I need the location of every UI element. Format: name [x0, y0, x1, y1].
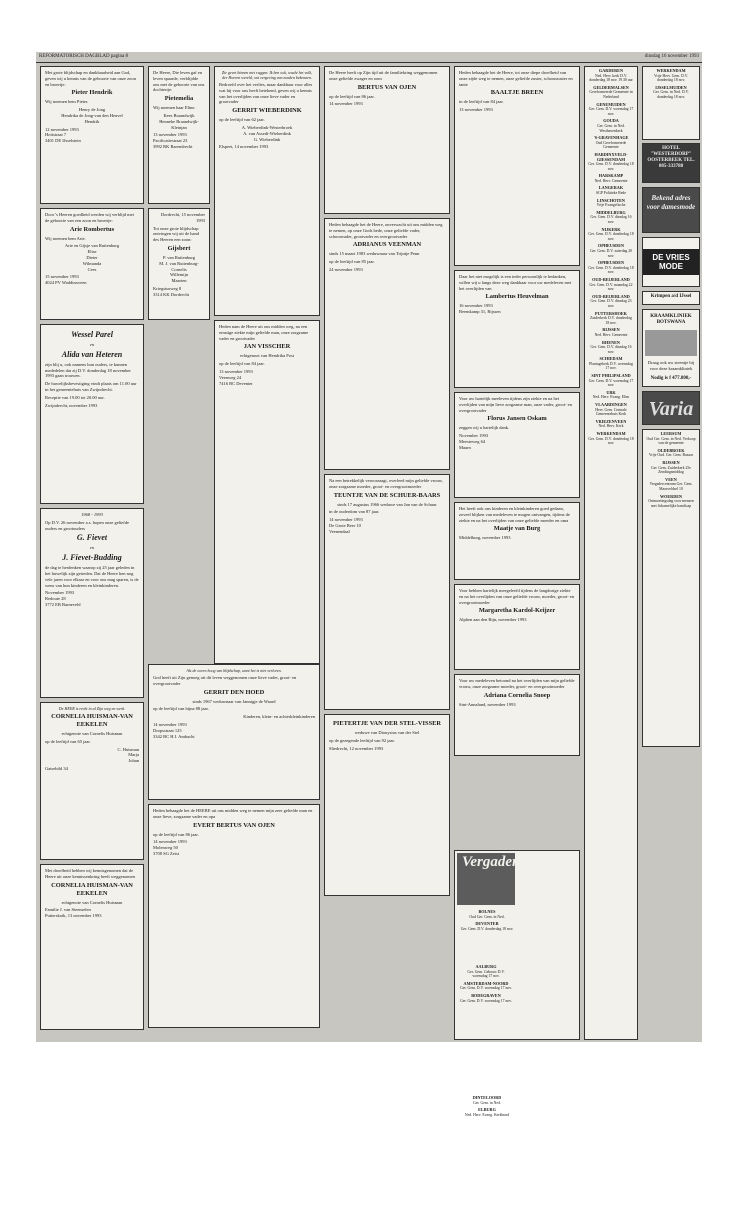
directory-entry-place: WOERDEN — [659, 493, 683, 499]
obituary-names: A. Wieberdink-Westerbroek A. van Assedt-Wieberdink G. Wieberdink — [241, 124, 293, 142]
directory-entry-place: PUTTERSHOEK — [595, 310, 627, 316]
directory-entry-place: LEERSUM — [660, 431, 682, 436]
agenda-column — [457, 963, 515, 1091]
obituary-name: TEUNTJE VAN DE SCHUER-BAARS — [333, 491, 441, 499]
column-2 — [148, 66, 210, 324]
obituary-text: Heden nam de Heere uit ons midden weg, na een ernstige ziekte mijn geliefde man, onze zorgzame vader en grootvader — [219, 324, 309, 341]
obituary-footer: 13 november 1993 — [459, 107, 493, 113]
directory-entry-place: WERKENDAM — [596, 431, 626, 436]
obituary-name: BAALTJE BREEN — [490, 89, 544, 97]
directory-entry-text: Ger. Gem. D.V. woensdag 17 nov. — [588, 107, 634, 116]
notice-text: Het heeft ook ons kinderen en kleinkinderen goed gedaan, zoveel blijken van medeleven te mogen ontvangen, tijdens de ziekte en na het overlijden van onze geliefde moeder en oma — [459, 506, 570, 523]
obituary-name: GERRIT WIEBERDINK — [232, 107, 302, 115]
directory-entry — [646, 449, 696, 458]
de-vries-mode-ad — [642, 237, 700, 287]
directory-entry-place: RIJSSEN — [602, 327, 620, 333]
obituary-text: Met droefheid hebben wij kennisgenomen dat de Heere uit onze kennissenkring heeft weggenomen — [45, 868, 135, 879]
directory-entry-text: Ger. Gem. in Ned. D.V. donderdag 18 nov. — [653, 90, 689, 99]
obituary-spouse: weduwe van Dionysius van der Stel — [354, 730, 420, 735]
directory-entry-text: Ger. Gem. D.V. donderdag 18 nov. — [588, 265, 634, 275]
directory-entry-text: Ned. Herv. Evang. Elim — [592, 395, 630, 400]
directory-entry — [588, 432, 634, 446]
thank-you-notice — [454, 674, 580, 756]
obituary — [214, 66, 320, 316]
obituary — [324, 66, 450, 214]
announcement-text: De Heere, Die leven gaf en leven spaarde, verblijdde ons met de geboorte van ons dochtertje: — [153, 70, 205, 93]
thank-you-notice — [454, 502, 580, 580]
botswana-ad-photo — [645, 330, 697, 356]
obituary-names: C. Huisman Marja Johan — [117, 746, 139, 764]
obituary-spouse: echtgenoot van Hendrika Post — [239, 353, 295, 359]
botswana-ad-text: Draag ook uw steentje bij voor deze kraamkliniek — [647, 360, 695, 371]
directory-entry — [646, 86, 696, 100]
directory-entry — [588, 211, 634, 225]
location-text: Krimpen a/d IJssel — [650, 294, 692, 299]
agenda-entry-text: Ned. Herv. Evang. Kerkbond — [464, 1112, 510, 1117]
directory-entry-place: VRIEZENVEEN — [595, 418, 627, 424]
announcement-text: Wij noemen hem Arie. — [45, 235, 86, 241]
announcement-text: Op D.V. 26 november a.s. hopen onze geliefde ouders en grootouders — [45, 519, 130, 531]
announcement-footer: 13 november 1993 Pacificatiestraat 23 3992 RK Barendrecht — [153, 132, 193, 149]
notice-name: Margaretha Kardol-Keijzer — [478, 607, 556, 615]
hotel-ad-text: HOTEL "WESTERDORP" OOSTERBEEK TEL. 085-333788 — [647, 146, 695, 169]
agenda-entry-text: Ger. Gem. in Ned. — [473, 1100, 501, 1105]
obituary-footer: Gatsebild 34 — [45, 765, 68, 771]
directory-entry-text: Vrije Evangelische — [596, 203, 626, 208]
column-4 — [324, 66, 450, 900]
obituary-text: op de leeftijd van 62 jaar. — [219, 117, 265, 123]
directory-entry-place: IJSSELMUIDEN — [655, 84, 687, 90]
announcement-parents: Arie en Gijsje van Ruitenburg Elise Dieter Wilmanda Cees — [64, 243, 120, 272]
obituary-text: Heden behaagde het de Heere, tot onze diepe droefheid van onze zijde weg te nemen, onze geliefde zuster, schoonzuster en tante — [459, 70, 573, 87]
announcement-footer: Zwijndrecht, november 1993 — [45, 402, 98, 408]
directory-entry — [588, 295, 634, 309]
birth-announcement — [40, 208, 144, 320]
obituary — [324, 474, 450, 710]
obituary-text: op de leeftijd van 86 jaar. — [153, 831, 199, 837]
obituary-footer: 24 november 1993 — [329, 266, 363, 272]
directory-entry-place: GELDERMALSEN — [593, 84, 629, 90]
directory-entry-text: Ger. Gem. D.V. maandag 22 nov. — [589, 282, 633, 292]
notice-footer: 16 november 1993 Beemkamp 31, Rijssen — [459, 303, 501, 315]
obituary — [40, 702, 144, 860]
directory-entry-text: Ger. Gem. D.V. dinsdag 16 nov. — [590, 345, 632, 354]
obituary-footer: 14 november 1993 — [329, 101, 363, 107]
directory-entry-place: OUD-BEIJERLAND — [592, 276, 630, 282]
directory-entry-place: OLDEBROEK — [657, 447, 685, 453]
announcement-name: J. Fievet-Budding — [62, 553, 122, 563]
directory-entry — [588, 312, 634, 326]
announcement-text: Door 's Heeren goedheid werden wij verblijd met de geboorte van een zoon en broertje: — [45, 212, 134, 223]
newspaper-page — [36, 52, 702, 1117]
directory-entry-place: OPHEUSDEN — [597, 260, 625, 266]
directory-entry-place: LINSCHOTEN — [597, 197, 625, 203]
announcement-footer: 15 november 1993 4024 PV Waddinxveen — [45, 274, 87, 286]
directory-entry-place: 'S-GRAVENHAGE — [593, 135, 629, 141]
obituary-text: De Heere heeft op Zijn tijd uit de familiekring weggenomen onze geliefde zwager en oom — [329, 70, 438, 81]
obituary — [324, 714, 450, 896]
obituary-name: ADRIANUS VEENMAN — [352, 241, 422, 249]
directory-entry-place: VEEN — [665, 476, 677, 482]
directory-entry-text: Ger. Gem. in Ned. Westhavenkerk — [597, 123, 625, 133]
anniversary-announcement — [40, 508, 144, 698]
column-2-3-lower — [148, 664, 320, 1032]
obituary — [454, 66, 580, 266]
agenda-entry-name: DEVENTER — [475, 921, 499, 927]
directory-entry — [588, 119, 634, 133]
announcement-years: 1968 - 1993 — [81, 512, 103, 517]
announcement-parents: Henry de Jong Hendrika de Jong-van den Heuvel Hendrik — [61, 107, 123, 124]
announcement-name: Gijsbert — [167, 244, 191, 252]
announcement-text: Tot onze grote blijdschap ontvingen wij uit de hand des Heeren een zoon: — [153, 225, 199, 243]
directory-entry — [588, 261, 634, 275]
obituary-verse: De HEER is recht in al Zijn weg en werk. — [58, 706, 126, 711]
notice-text: Voor uw medeleven betoond na het overlijden van mijn geliefde vrouw, onze zorgzame moeder, groot- en overgrootmoeder — [459, 678, 575, 689]
obituary-footer: Sliedrecht, 12 november 1993 — [329, 745, 384, 751]
agenda-entry-text: Ger. Gem. Gebouw D.V. woensdag 17 nov. — [467, 969, 505, 979]
varia-heading: Varia — [642, 391, 700, 425]
directory-entry — [588, 328, 634, 337]
notice-footer: November 1993 Meesteweg 64 Maarn — [459, 433, 489, 450]
directory-entry — [588, 174, 634, 183]
agenda-entry-text: Ger. Gem. D.V. woensdag 17 nov. — [460, 998, 512, 1003]
obituary-text: Na een betrekkelijk veroorzaagt, overleed mijn geliefde vrouw, onze zorgzame moeder, groot- en overgrootmoeder — [329, 478, 443, 489]
de-vries-mode-logo: DE VRIES MODE — [643, 249, 699, 275]
directory-entry-place: URK — [606, 389, 616, 395]
botswana-ad-title: KRAAMKLINIEK BOTSWANA — [650, 314, 692, 325]
directory-entry-text: Vrije Oud. Ger. Gem. Bazaar — [648, 453, 694, 458]
announcement-text: zijn blij u, ook namens hun ouders, te kunnen mededelen dat zij D.V. donderdag 18 november 1993 gaan trouwen. — [45, 361, 131, 379]
directory-entry — [588, 403, 634, 417]
notice-footer: Middelburg, november 1993 — [459, 535, 511, 541]
notice-text: zeggen wij u hartelijk dank. — [459, 425, 510, 431]
agenda-entry-text: Ger. Gem. D.V. woensdag 17 nov. — [460, 986, 512, 991]
directory-entry-text: Ned. Herv. kerk D.V. donderdag 18 nov. 19.30 uur — [589, 73, 633, 83]
wedding-announcement — [40, 324, 144, 504]
agenda-entry-name: AMSTERDAM-NOORD — [463, 980, 509, 986]
obituary-name: CORNELIA HUISMAN-VAN EEKELEN — [51, 713, 133, 728]
directory-entry-text: Plantagekerk D.V. woensdag 17 nov. — [589, 361, 633, 371]
announcement-prefix: en — [89, 342, 95, 347]
announcement-footer: Kriegsiusweg 8 3314 KK Dordrecht — [153, 285, 189, 297]
obituary-text: op de leeftijd van 84 jaar. — [219, 361, 265, 367]
directory-entry — [588, 86, 634, 100]
directory-entry — [588, 186, 634, 195]
obituary-text: in de ouderdom van 87 jaar. — [329, 509, 380, 515]
directory-entry-text: Vergadercentrum Ger. Gem. Maasveldsel 10 — [649, 482, 693, 491]
agenda-entry-text: Oud Ger. Gem. in Ned. — [469, 914, 505, 919]
obituary-name: GERRIT DEN HOED — [203, 688, 265, 696]
thank-you-notice — [454, 392, 580, 498]
directory-entry-place: OUD-BEIJERLAND — [592, 293, 630, 299]
directory-entry-text: Ger. Gem. D.V. donderdag 18 nov. — [588, 232, 634, 241]
obituary-sign: Kinderen, klein- en achterkleinkinderen — [243, 714, 315, 720]
announcement-text: de dag te herdenken waarop zij 25 jaar geleden in het huwelijk zijn getreden. Dat de Heere hen nog vele jaren voor elkaar en voor ons mag sparen, is de wens van hun kinderen en kleinkinderen. — [45, 565, 139, 588]
obituary-text: God heeft uit Zijn genoeg uit dit leven weggenomen onze lieve vader, groot- en overgrootvader — [153, 675, 297, 686]
announcement-text: Wij noemen hem Pieter. — [45, 99, 89, 105]
obituary-text: op de gezegende leeftijd van 92 jaar. — [329, 737, 395, 743]
directory-entry-place: WERKENDAM — [656, 68, 686, 73]
agenda-entry-text: Ger. Gem. D.V. donderdag 18 nov. — [460, 926, 514, 931]
directory-entry-place: LANGERAK — [598, 185, 624, 191]
directory-entry-text: Zuiderkerk D.V. donderdag 18 nov. — [590, 316, 632, 325]
obituary-text: sinds 1967 weduwnaar van Jannigje de Waard — [192, 698, 276, 704]
directory-entry — [588, 69, 634, 83]
church-directory-1 — [584, 66, 638, 1040]
thank-you-notice — [454, 584, 580, 670]
directory-entry-text: Oud Gereformeerde Gemeente — [595, 140, 627, 150]
obituary — [324, 218, 450, 470]
birth-announcement — [148, 66, 210, 204]
announcement-text: Met grote blijdschap en dankbaarheid aan God, geven wij u kennis van de geboorte van onze zoon en broertje: — [45, 70, 136, 87]
notice-name: Adriana Cornelia Snoep — [483, 691, 551, 699]
announcement-prefix: en — [89, 545, 95, 551]
directory-entry — [646, 69, 696, 83]
notice-text: Voor hebben hartelijk meegeleefd tijdens de langdurige ziekte en na het overlijden van onze geliefde vrouw, moeder, groot- en overgrootmoeder — [459, 588, 574, 605]
obituary-text: op de leeftijd van bijna 88 jaar. — [153, 706, 209, 712]
directory-entry-place: GOUDA — [603, 118, 619, 124]
announcement-text: Receptie van 19.00 tot 20.00 uur. — [45, 394, 105, 400]
obituary-text: sinds 15 maart 1983 weduwnaar van Trijntje Penn — [329, 251, 420, 257]
obituary — [214, 320, 320, 664]
de-vries-mode-location — [642, 291, 700, 305]
church-directory-2 — [642, 66, 700, 140]
botswana-ad-amount: Nodig is f 477.800,- — [650, 376, 692, 381]
obituary-footer: 14 november 1993 Molenweg 50 3708 SG Zeist — [153, 839, 187, 856]
varia-listing — [642, 429, 700, 747]
directory-entry-text: Oud Ger. Gem. in Ned. Verkoop van de gemeente — [646, 436, 696, 446]
obituary-text: sinds 17 augustus 1966 weduwe van Jan van de Schuur — [337, 501, 437, 507]
obituary-text: op de leeftijd van 86 jaar. — [329, 93, 375, 99]
notice-footer: Alphen aan den Rijn, november 1993 — [459, 617, 527, 623]
obituary-text: Bedroefd over het verlies, maar dankbaar voor alles wat hij voor ons heeft betekend, geven wij u kennis van het overlijden van onze lieve vader en grootvader — [219, 82, 313, 105]
fashion-ad-slogan: Bekend adres voor damesmode — [642, 187, 700, 233]
directory-entry-text: Ger. Gem. D.V. dinsdag 16 nov. — [590, 215, 632, 225]
obituary-footer: 14 november 1993 Dorpsstraat 125 3342 BC H.I. Ambacht — [153, 721, 195, 739]
announcement-name: Pietemelia — [164, 95, 194, 103]
directory-entry-text: Ned. Herv. Kerk — [598, 424, 624, 429]
announcement-parents: P. van Ruitenburg M. J. van Ruitenburg-Cornelis Willemijn Maarten — [159, 254, 199, 284]
obituary-name: JAN VISSCHER — [243, 343, 291, 351]
directory-entry-place: SINT PHILIPSLAND — [591, 373, 631, 379]
directory-entry-text: Ger. Gem. Zuiderkerk 25e Zendingsmiddag — [651, 465, 691, 475]
obituary-name: PIETERTJE VAN DER STEL-VISSER — [332, 720, 442, 727]
header-right: dinsdag 16 november 1993 — [644, 54, 699, 59]
announcement-footer: 12 november 1993 Hoitstraat 7 3401 DE IJsselstein — [45, 126, 81, 144]
directory-entry-text: Ger. Gem. D.V. zaterdag 20 nov. — [589, 249, 633, 258]
obituary-text: Heden behaagde het de Heere, onverwacht uit ons midden weg te nemen, op onze Gods bede, onze geliefde vader, schoonvader, grootvader en overgrootvader — [329, 222, 443, 239]
obituary-verse: Als de ooren hoog van blijdschap, want het is niet verloren. — [186, 668, 282, 673]
birth-announcement — [40, 66, 144, 204]
obituary-text: Heden behaagde het de HEERE uit ons midden weg te nemen mijn zeer geliefde man en onze lieve, zorgzame vader en opa — [153, 808, 313, 819]
directory-entry — [588, 341, 634, 355]
directory-entry — [646, 478, 696, 492]
directory-entry — [588, 244, 634, 258]
directory-entry-text: Ger. Gem. D.V. dinsdag 23 nov. — [590, 299, 632, 308]
obituary-name: BERTUS VAN OJEN — [357, 83, 417, 91]
obituary — [148, 804, 320, 1028]
header-rule — [36, 62, 702, 63]
notice-footer: Sint-Annaland, november 1993 — [459, 701, 516, 707]
announcement-name: G. Fievet — [76, 533, 108, 543]
thank-you-notice — [454, 270, 580, 388]
obituary-footer: Familie J. van Steenselen Putterskotk, 13 november 1993 — [45, 907, 102, 919]
directory-entry — [588, 420, 634, 429]
directory-entry — [588, 374, 634, 388]
directory-entry — [588, 153, 634, 171]
directory-entry-text: Ger. Gem. D.V. donderdag 18 nov. — [588, 436, 634, 446]
obituary-footer: 13 november 1993 Veenweg 24 7416 BC Deventer — [219, 368, 253, 386]
directory-entry-text: SGP Politieke Rede — [595, 191, 627, 196]
directory-entry-place: GARDEREN — [599, 68, 623, 73]
directory-entry — [588, 357, 634, 371]
column-3 — [214, 66, 320, 668]
agenda-entry-name: AALBURG — [475, 964, 497, 969]
announcement-text: De huwelijksbevestiging vindt plaats om 11.00 uur in het gemeentehuis van Zwijndrecht. — [45, 381, 137, 392]
obituary-text: in de leeftijd van 84 jaar. — [459, 99, 504, 105]
directory-entry-place: HARDINXVELD-GIESSENDAM — [594, 151, 628, 162]
notice-name: Maatje van Burg — [493, 525, 541, 533]
notice-text: Daar het niet mogelijk is een ieder persoonlijk te bedanken, willen wij u langs deze weg dankbaar voor uw medeleven met het overlijden van — [459, 274, 572, 291]
directory-entry — [588, 278, 634, 292]
agenda-column — [457, 1094, 517, 1222]
directory-entry-place: HARSKAMP — [598, 173, 624, 179]
announcement-parents: Kees Braandwijk Henneke Braandwijk-Kleinjan — [159, 112, 199, 130]
announcement-date: Dordrecht, 15 november 1993 — [160, 212, 205, 223]
announcement-name: Pieter Hendrik — [71, 89, 113, 97]
directory-entry-text: Ger. Gem. D.V. donderdag 18 nov. — [588, 162, 634, 171]
obituary-name: CORNELIA HUISMAN-VAN EEKELEN — [51, 881, 133, 897]
directory-entry-place: MIDDELBURG — [596, 209, 626, 215]
directory-entry-text: Ned. Herv. Gemeente — [594, 332, 628, 337]
birth-announcement — [148, 208, 210, 320]
directory-entry-place: RIJSSEN — [662, 459, 680, 465]
announcement-text: Wij noemen haar Eline. — [153, 105, 196, 111]
directory-entry — [588, 136, 634, 150]
directory-entry-place: VLAARDINGEN — [595, 402, 627, 408]
agenda-entry-name: ELBURG — [478, 1107, 496, 1113]
obituary-footer: 14 november 1993 De Grote Beer 10 Veenendaal — [329, 517, 363, 534]
directory-entry — [646, 461, 696, 475]
agenda-entry-name: BODEGRAVEN — [471, 992, 501, 998]
directory-entry-text: Ontmoetingsdag voor mensen met lichamelijke handicap — [648, 499, 694, 508]
directory-entry — [646, 432, 696, 446]
notice-name: Florus Jansen Oskam — [487, 415, 547, 423]
obituary-text: op de leeftijd van 65 jaar. — [45, 738, 91, 744]
botswana-ad — [642, 309, 700, 387]
directory-entry — [588, 199, 634, 208]
obituary — [40, 864, 144, 1030]
directory-entry — [588, 228, 634, 242]
obituary — [148, 664, 320, 800]
header-left: REFORMATORISCH DAGBLAD pagina 8 — [39, 54, 128, 59]
directory-entry-place: OPHEUSDEN — [597, 243, 625, 249]
announcement-footer: November 1993 Redoute 28 3772 EB Barneveld — [45, 590, 81, 607]
directory-entry — [646, 495, 696, 509]
directory-entry — [588, 103, 634, 117]
column-7 — [642, 66, 700, 747]
obituary-text: op de leeftijd van 85 jaar. — [329, 259, 375, 265]
column-1 — [40, 66, 144, 1034]
directory-entry-text: Gereformeerde Gemeente in Nederland — [589, 90, 633, 99]
agenda-entry-name: BOLNES — [478, 909, 496, 914]
agenda-entry — [457, 908, 517, 960]
directory-entry-place: GENEMUIDEN — [596, 101, 626, 107]
announcement-name: Alida van Heteren — [61, 349, 123, 359]
directory-entry-text: Herv. Gem. Centrale Gemeentehuis Kerk — [595, 407, 627, 417]
directory-entry-text: Vrije Herv. Gem. D.V. donderdag 18 nov. — [654, 73, 688, 83]
notice-name: Lambertus Heuvelman — [485, 293, 549, 301]
directory-entry-text: Ger. Gem. D.V. woensdag 17 nov. — [588, 378, 634, 388]
obituary-verse: Zie gevet binnen met ruggen. Ik ben ook, wacht het volk, der Hoeren wereld, ont vergeving van zonden bekennen. — [221, 70, 313, 80]
agenda-title: Vergaderagenda — [457, 853, 515, 905]
obituary-spouse: echtgenote van Cornelis Huisman — [61, 899, 123, 905]
directory-entry-place: SCHIEDAM — [599, 356, 623, 362]
hotel-ad — [642, 143, 700, 183]
directory-entry-text: Ned. Herv. Gemeente — [594, 178, 628, 183]
vergaderagenda — [454, 850, 580, 1117]
announcement-name: Wessel Parel — [71, 330, 113, 339]
announcement-name: Arie Rombertus — [69, 225, 115, 233]
obituary-spouse: echtgenote van Cornelis Huisman — [61, 731, 123, 736]
obituary-footer: Elspeet, 14 november 1993 — [219, 144, 269, 150]
column-5 — [454, 66, 580, 760]
page-header — [36, 52, 702, 62]
agenda-entry-name: DINTELOORD — [472, 1095, 502, 1100]
obituary-name: EVERT BERTUS VAN OJEN — [193, 821, 275, 829]
directory-entry-place: NIJKERK — [601, 226, 621, 232]
notice-text: Voor uw hartelijk meeleven tijdens zijn ziekte en na het overlijden van mijn lieve zorgzame man, onze vader, groot- en overgrootvader — [459, 396, 572, 413]
directory-entry-place: RHENEN — [602, 339, 620, 345]
directory-entry — [588, 391, 634, 400]
